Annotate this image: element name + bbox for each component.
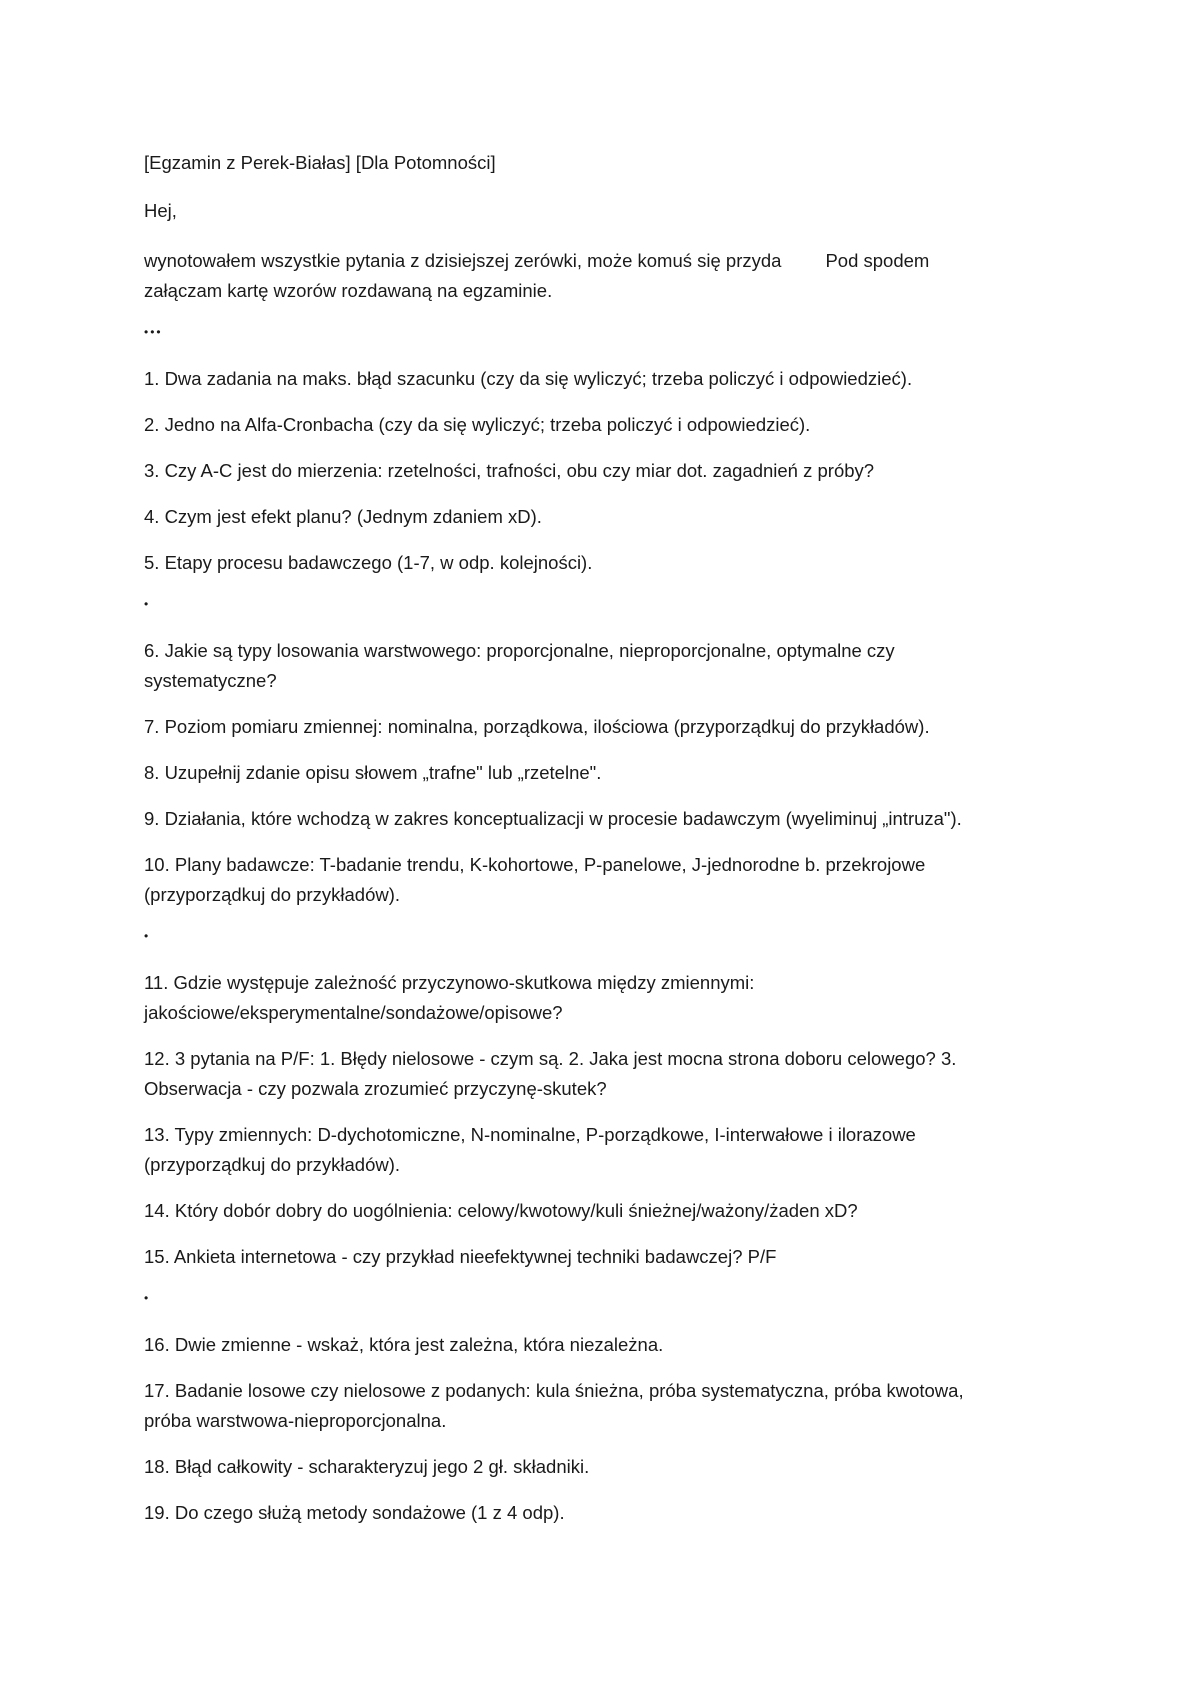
separator-bullet: • [144, 1291, 151, 1305]
separator-bullet: • [144, 597, 151, 611]
intro-text-1: wynotowałem wszystkie pytania z dzisiejszej zerówki, może komuś się przyda [144, 250, 782, 271]
question-item: 6. Jakie są typy losowania warstwowego: proporcjonalne, nieproporcjonalne, optymalne czy systematyczne? [144, 640, 895, 691]
question-item: 7. Poziom pomiaru zmiennej: nominalna, porządkowa, ilościowa (przyporządkuj do przykładów). [144, 716, 930, 737]
separator-bullets: ••• [144, 325, 163, 339]
intro-paragraph [144, 246, 1000, 306]
question-item: 19. Do czego służą metody sondażowe (1 z 4 odp). [144, 1502, 565, 1523]
intro-text-3: załączam kartę wzorów rozdawaną na egzaminie. [144, 280, 553, 301]
question-item: 18. Błąd całkowity - scharakteryzuj jego 2 gł. składniki. [144, 1456, 590, 1477]
question-item: 1. Dwa zadania na maks. błąd szacunku (czy da się wyliczyć; trzeba policzyć i odpowiedzieć). [144, 368, 913, 389]
question-item: 15. Ankieta internetowa - czy przykład nieefektywnej techniki badawczej? P/F [144, 1246, 777, 1267]
separator-bullet: • [144, 929, 151, 943]
question-item: 2. Jedno na Alfa-Cronbacha (czy da się wyliczyć; trzeba policzyć i odpowiedzieć). [144, 414, 811, 435]
question-item: 10. Plany badawcze: T-badanie trendu, K-kohortowe, P-panelowe, J-jednorodne b. przekrojowe (przyporządkuj do przykładów). [144, 854, 926, 905]
intro-text-2: Pod spodem [825, 250, 930, 271]
question-item: 5. Etapy procesu badawczego (1-7, w odp. kolejności). [144, 552, 593, 573]
question-item: 12. 3 pytania na P/F: 1. Błędy nielosowe - czym są. 2. Jaka jest mocna strona doboru celowego? 3. Obserwacja - czy pozwala zrozumieć przyczynę-skutek? [144, 1048, 957, 1099]
question-item: 11. Gdzie występuje zależność przyczynowo-skutkowa między zmiennymi: jakościowe/eksperymentalne/sondażowe/opisowe? [144, 972, 755, 1023]
question-item: 8. Uzupełnij zdanie opisu słowem „trafne" lub „rzetelne". [144, 762, 602, 783]
question-item: 4. Czym jest efekt planu? (Jednym zdaniem xD). [144, 506, 542, 527]
question-item: 16. Dwie zmienne - wskaż, która jest zależna, która niezależna. [144, 1334, 664, 1355]
question-item: 14. Który dobór dobry do uogólnienia: celowy/kwotowy/kuli śnieżnej/ważony/żaden xD? [144, 1200, 858, 1221]
question-item: 9. Działania, które wchodzą w zakres konceptualizacji w procesie badawczym (wyeliminuj „intruza"). [144, 808, 962, 829]
document-title: [Egzamin z Perek-Białas] [Dla Potomności] [144, 152, 496, 173]
question-item: 17. Badanie losowe czy nielosowe z podanych: kula śnieżna, próba systematyczna, próba kwotowa, próba warstwowa-nieproporcjonalna. [144, 1380, 964, 1431]
question-item: 13. Typy zmiennych: D-dychotomiczne, N-nominalne, P-porządkowe, I-interwałowe i ilorazowe (przyporządkuj do przykładów). [144, 1124, 916, 1175]
greeting: Hej, [144, 200, 177, 221]
question-item: 3. Czy A-C jest do mierzenia: rzetelności, trafności, obu czy miar dot. zagadnień z próby? [144, 460, 875, 481]
